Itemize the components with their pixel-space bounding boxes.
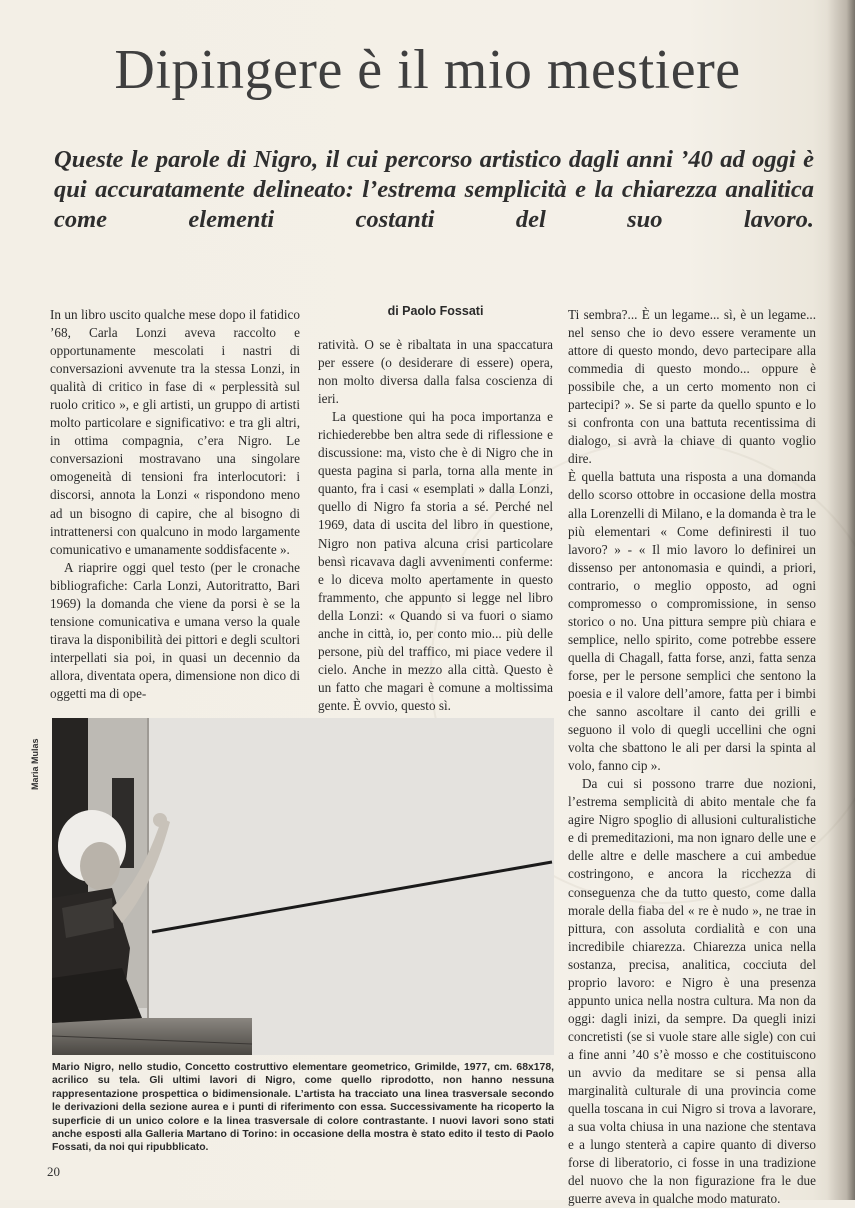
text-column-1	[50, 306, 300, 703]
photo-credit	[28, 720, 46, 810]
paragraph: ratività. O se è ribaltata in una spaccatura per essere (o desiderare di essere) opera, non molto diversa dalla falsa coscienza di ieri.	[318, 337, 553, 407]
byline: di Paolo Fossati	[387, 304, 484, 318]
paragraph: Ti sembra?... È un legame... sì, è un legame... nel senso che io devo essere veramente un attore di questo mondo, devo partecipare alla commedia di questo mondo... oppure è possibile che, a un certo momento non ci partecipi? ». Se si parte da quello spunto e lo si confronta con una battuta recentissima di dialogo, si avrà la chiave di quanto voglio dire.	[568, 307, 816, 467]
paragraph: È quella battuta una risposta a una domanda dello scorso ottobre in occasione della mostra alla Lorenzelli di Milano, e la domanda è tra le più elementari « Come definiresti il tuo lavoro? » - « Il mio lavoro lo definirei un dissenso per antonomasia e quindi, a priori, contrario, o meglio opposto, ad ogni compromesso o compromissione, in senso storico o no. Una pittura sempre più chiara e semplice, nello spirito, come potrebbe essere quella di Chagall, fatta forse, anzi, fatta senza forse, per le persone semplici che sentono la poesia e il valore dell’amore, fatta per i bimbi che sanno ascoltare il canto dei grilli e seguono il volo di quegli uccellini che ogni volta che sbattono le ali per darsi la spinta al volo, fanno cip ».	[568, 469, 816, 774]
page-number: 20	[47, 1164, 60, 1179]
paragraph: La questione qui ha poca importanza e richiederebbe ben altra sede di riflessione e discussione: ma, visto che è di Nigro che in questa pagina si parla, torna alla mente in quanto, fra i casi « esemplati » dalla Lonzi, quello di Nigro fa storia a sé. Perché nel 1969, data di uscita del libro in questione, Nigro non pativa alcuna crisi particolare bensì ricavava dagli avvenimenti conferme: e lo diceva molto apertamente in questo frammento, che appunto si legge nel libro della Lonzi: « Quando si va fuori o siamo anche in città, io, per conto mio... più delle persone, più del traffico, mi piace vedere il cielo. Anche in mezzo alla città. Questo è un fatto che magari è comune a moltissima gente. È ovvio, questo sì.	[318, 409, 553, 713]
paragraph: In un libro uscito qualche mese dopo il fatidico ’68, Carla Lonzi aveva raccolto e opportunamente mescolati i nastri di conversazioni avvenute tra la stessa Lonzi, in qualità di critico in fase di « perplessità sul ruolo critico », e gli artisti, un gruppo di artisti molto particolare e significativo: e tra gli altri, in ottima compagnia, c’era Nigro. Le conversazioni mostravano una singolare omogeneità di tensioni fra interlocutori: i discorsi, annota la Lonzi « rispondono meno ad un bisogno di capire, che al bisogno di intrattenersi con qualcuno in modo largamente comunicativo e umanamente soddisfacente ».	[50, 307, 300, 557]
article-title: Dipingere è il mio mestiere	[114, 39, 741, 101]
page-binding-shadow	[827, 0, 855, 1200]
text-column-2	[318, 336, 553, 715]
paragraph: Da cui si possono trarre due nozioni, l’estrema semplicità di abito mentale che fa agire Nigro spoglio di allusioni culturalistiche e di premeditazioni, ma non ignaro delle une e delle altre e delle maschere a cui ambedue costringono, e ancora la ricchezza di conseguenza che da tutto questo, come dalla morale della fiaba del « re è nudo », ne trae in pittura, con assoluta cordialità e con una incredibile chiarezza. Chiarezza unica nella sostanza, precisa, analitica, cocciuta del proprio lavoro: e Nigro è una presenza appunto unica nella nostra cultura. Ma non da oggi: dagli inizi, da sempre. Da quegli inizi concretisti (se si vuole stare alle sigle) con cui a fine anni ’40 s’è mosso e che costituiscono un avvio da meditare se si pensa alla marginalità culturale di una provincia come quella toscana in cui Nigro si trova a lavorare, a sua volta chiusa in una nazione che stentava e a lungo stenterà a capire quanto di diverso forse di liberatorio, ci fosse in una tradizione del nuovo che la non figurazione fra le due guerre aveva in qualche modo maturato.	[568, 776, 816, 1207]
article-subtitle: Queste le parole di Nigro, il cui percorso artistico dagli anni ’40 ad oggi è qui accuratamente delineato: l’estrema semplicità e la chiarezza analitica come elementi costanti del suo lavoro.	[54, 146, 814, 233]
paragraph: A riaprire oggi quel testo (per le cronache bibliografiche: Carla Lonzi, Autoritratto, Bari 1969) la domanda che viene da porsi è se la tensione comunicativa e umana verso la quale tirava la disponibilità dei pittori e degli scultori interpellati sia poi, in quasi un decennio da allora, diventata opera, dimensione non dico di oggetti ma di ope-	[50, 559, 300, 701]
photo-caption: Mario Nigro, nello studio, Concetto costruttivo elementare geometrico, Grimilde, 1977, cm. 68x178, acrilico su tela. Gli ultimi lavori di Nigro, come quello riprodotto, non hanno nessuna rappresentazione prospettica o bidimensionale. L’artista ha tracciato una linea trasversale secondo le derivazioni della sezione aurea e i punti di riferimento con essa. Successivamente ha ricoperto la superficie di un unico colore e la linea trasversale di colore contrastante. I nuovi lavori sono stati anche esposti alla Galleria Martano di Torino: in occasione della mostra è stato edito il testo di Paolo Fossati, da noi qui ripubblicato.	[52, 1062, 554, 1154]
text-column-3	[568, 306, 816, 1208]
artist-photo	[52, 718, 554, 1055]
photo-credit-text: Maria Mulas	[30, 738, 40, 790]
artist-photo-illustration	[52, 718, 554, 1055]
